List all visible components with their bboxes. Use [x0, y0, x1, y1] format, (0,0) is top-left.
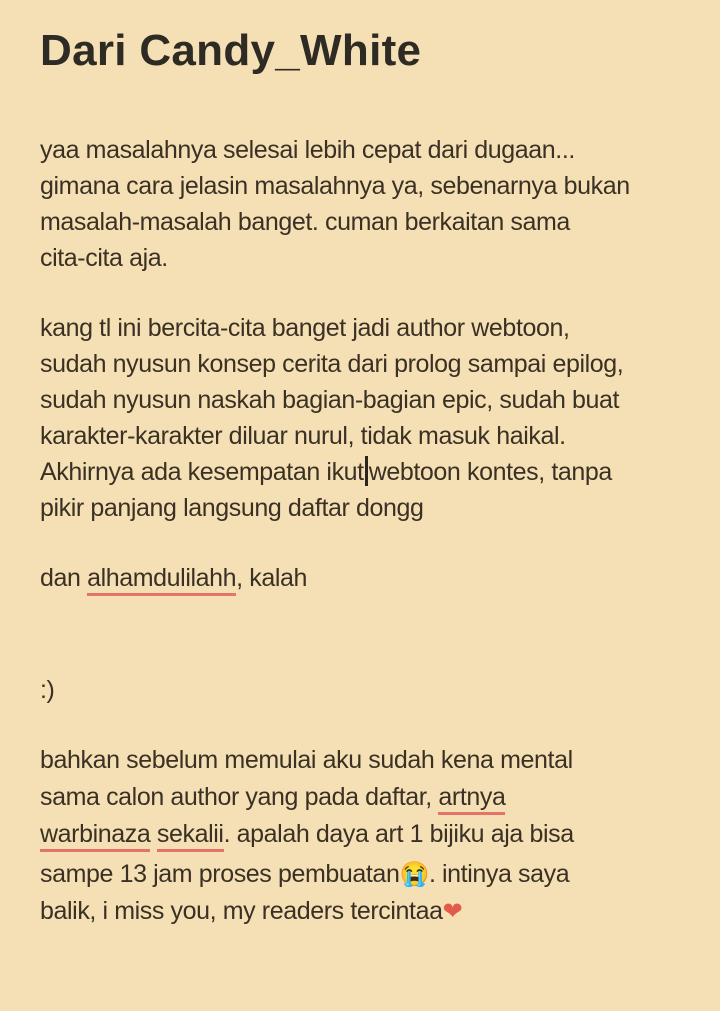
text-segment: Akhirnya ada kesempatan ikut — [40, 458, 364, 486]
text-line: bahkan sebelum memulai aku sudah kena mental — [40, 746, 573, 774]
text-line: gimana cara jelasin masalahnya ya, sebenarnya bukan — [40, 172, 630, 200]
text-line: karakter-karakter diluar nurul, tidak masuk haikal. — [40, 422, 566, 450]
text-segment: webtoon kontes, tanpa — [368, 458, 612, 486]
misspelled-word[interactable]: artnya — [438, 783, 505, 815]
misspelled-word[interactable]: sekalii — [157, 820, 224, 852]
text-segment: . intinya saya — [428, 860, 570, 888]
text-line: cita-cita aja. — [40, 244, 168, 272]
text-line — [40, 560, 307, 596]
text-line: :) — [40, 676, 55, 704]
text-segment: . apalah daya art 1 bijiku aja bisa — [223, 820, 574, 848]
paragraph-5[interactable] — [40, 742, 574, 930]
text-segment: dan — [40, 564, 88, 592]
red-heart-emoji-icon: ❤ — [442, 898, 463, 925]
paragraph-4[interactable] — [40, 672, 54, 708]
text-line: pikir panjang langsung daftar dongg — [40, 494, 424, 522]
misspelled-word[interactable]: alhamdulilahh — [87, 564, 236, 596]
text-line — [40, 454, 623, 490]
text-line: kang tl ini bercita-cita banget jadi author webtoon, — [40, 314, 570, 342]
text-line — [40, 893, 574, 930]
text-line — [40, 856, 574, 893]
text-cursor — [365, 456, 368, 486]
paragraph-2[interactable] — [40, 310, 623, 526]
text-segment — [150, 820, 157, 848]
text-segment: sampe 13 jam proses pembuatan — [40, 860, 400, 888]
text-line — [40, 816, 574, 856]
text-segment: , kalah — [236, 564, 307, 592]
crying-face-emoji-icon: 😭 — [399, 861, 429, 888]
text-line: sudah nyusun naskah bagian-bagian epic, sudah buat — [40, 386, 620, 414]
text-line: sudah nyusun konsep cerita dari prolog sampai epilog, — [40, 350, 624, 378]
text-line — [40, 779, 574, 816]
paragraph-1[interactable] — [40, 132, 630, 276]
text-line: masalah-masalah banget. cuman berkaitan sama — [40, 208, 570, 236]
misspelled-word[interactable]: warbinaza — [40, 820, 150, 852]
page-title: Dari Candy_White — [40, 26, 422, 75]
paragraph-3[interactable] — [40, 560, 307, 596]
text-line: yaa masalahnya selesai lebih cepat dari dugaan... — [40, 136, 575, 164]
text-segment: sama calon author yang pada daftar, — [40, 783, 439, 811]
text-segment: balik, i miss you, my readers tercintaa — [40, 897, 443, 925]
